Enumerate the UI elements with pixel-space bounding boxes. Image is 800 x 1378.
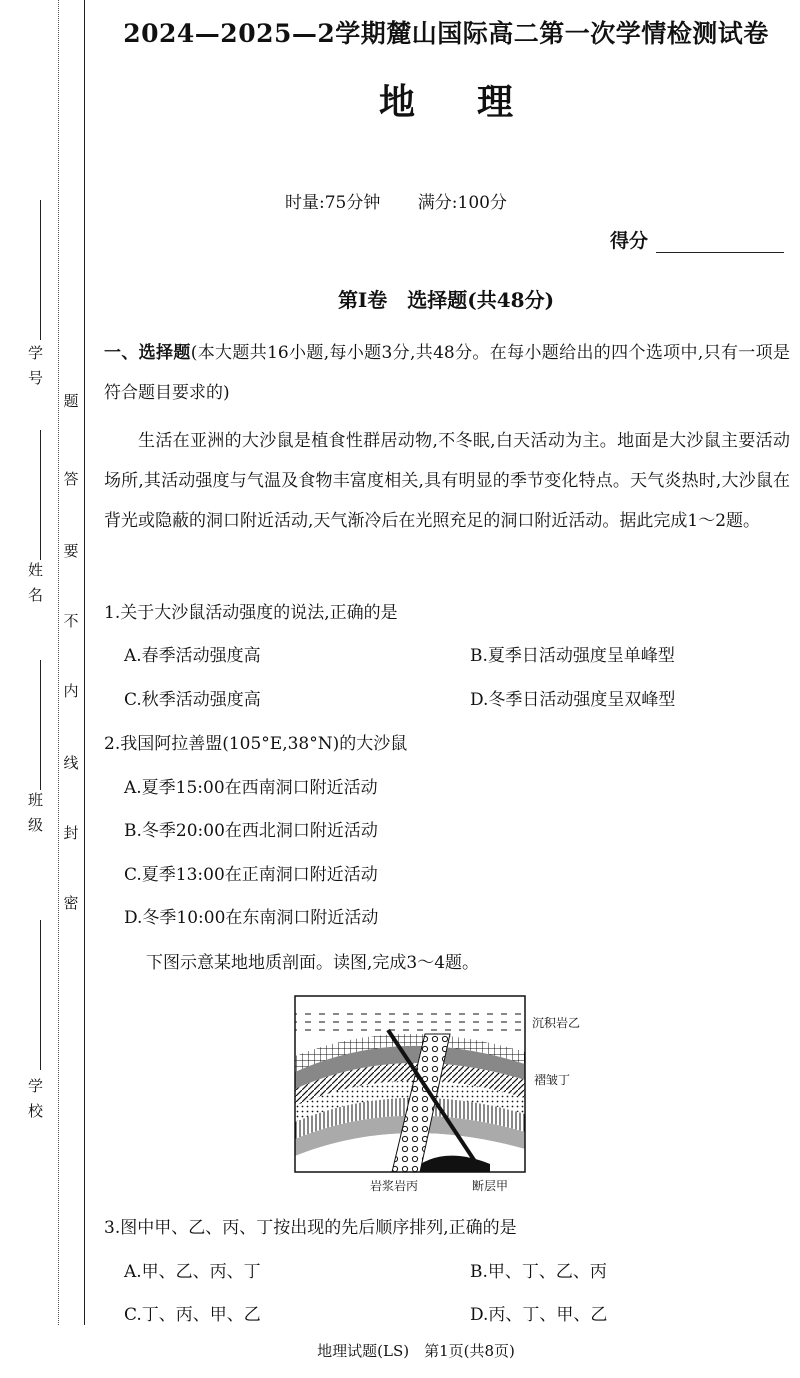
duration: 时量:75分钟 — [285, 193, 381, 213]
q3-option-b: B.甲、丁、乙、丙 — [470, 1262, 607, 1282]
seal-char: 内 — [63, 682, 79, 700]
subject-title: 地理 — [378, 81, 575, 123]
seal-char: 要 — [63, 542, 79, 560]
label-fold: 褶皱丁 — [534, 1073, 571, 1087]
class-label: 班级 — [26, 792, 44, 842]
label-magma-rock: 岩浆岩丙 — [370, 1179, 419, 1193]
score-blank — [656, 252, 784, 253]
seal-char: 线 — [63, 754, 79, 772]
page-footer: 地理试题(LS) 第1页(共8页) — [317, 1342, 515, 1360]
q2-option-b: B.冬季20:00在西北洞口附近活动 — [124, 821, 378, 841]
school-rule — [40, 920, 41, 1070]
seal-char: 封 — [63, 824, 79, 842]
name-label: 姓名 — [26, 562, 44, 612]
seal-char: 密 — [63, 894, 79, 912]
seal-char: 不 — [63, 612, 79, 630]
binding-dotted-line — [58, 0, 59, 1325]
binding-solid-line — [84, 0, 85, 1325]
sediment-layer — [295, 1012, 525, 1034]
q1-option-c: C.秋季活动强度高 — [124, 690, 261, 710]
q3-option-a: A.甲、乙、丙、丁 — [124, 1262, 261, 1282]
q3-stem: 3.图中甲、乙、丙、丁按出现的先后顺序排列,正确的是 — [104, 1218, 517, 1238]
q2-option-c: C.夏季13:00在正南洞口附近活动 — [124, 865, 378, 885]
part-instruction: (本大题共16小题,每小题3分,共48分。在每小题给出的四个选项中,只有一项是符合题目要求的) — [104, 343, 790, 403]
part-instructions — [104, 333, 790, 413]
full-score: 满分:100分 — [417, 193, 507, 213]
part-heading: 一、选择题 — [104, 343, 191, 363]
q1-option-d: D.冬季日活动强度呈双峰型 — [470, 690, 676, 710]
seal-char: 题 — [63, 392, 79, 410]
q1-option-a: A.春季活动强度高 — [124, 646, 261, 666]
student-id-rule — [40, 200, 41, 340]
q1-stem: 1.关于大沙鼠活动强度的说法,正确的是 — [104, 603, 398, 623]
name-rule — [40, 430, 41, 560]
q1-option-b: B.夏季日活动强度呈单峰型 — [470, 646, 675, 666]
passage-1: 生活在亚洲的大沙鼠是植食性群居动物,不冬眠,白天活动为主。地面是大沙鼠主要活动场所,其活动强度与气温及食物丰富度相关,具有明显的季节变化特点。天气炎热时,大沙鼠在背光或隐蔽的洞口附近活动,天气渐冷后在光照充足的洞口附近活动。据此完成1～2题。 — [104, 431, 790, 531]
student-id-label: 学号 — [26, 345, 44, 395]
label-sediment-rock: 沉积岩乙 — [532, 1016, 581, 1030]
seal-char: 答 — [63, 470, 79, 488]
section-title: 第Ⅰ卷 选择题(共48分) — [337, 288, 555, 312]
score-label: 得分 — [610, 230, 649, 252]
class-rule — [40, 660, 41, 790]
exam-info — [96, 188, 696, 213]
q3-option-c: C.丁、丙、甲、乙 — [124, 1305, 261, 1325]
exam-title: 2024—2025—2学期麓山国际高二第一次学情检测试卷 — [123, 19, 769, 48]
passage-2: 下图示意某地地质剖面。读图,完成3～4题。 — [146, 953, 480, 973]
q2-stem: 2.我国阿拉善盟(105°E,38°N)的大沙鼠 — [104, 734, 408, 754]
q2-option-d: D.冬季10:00在东南洞口附近活动 — [124, 908, 379, 928]
q2-option-a: A.夏季15:00在西南洞口附近活动 — [124, 778, 378, 798]
q3-option-d: D.丙、丁、甲、乙 — [470, 1305, 608, 1325]
school-label: 学校 — [26, 1078, 44, 1128]
geology-cross-section — [290, 994, 530, 1174]
label-fault: 断层甲 — [472, 1179, 509, 1193]
